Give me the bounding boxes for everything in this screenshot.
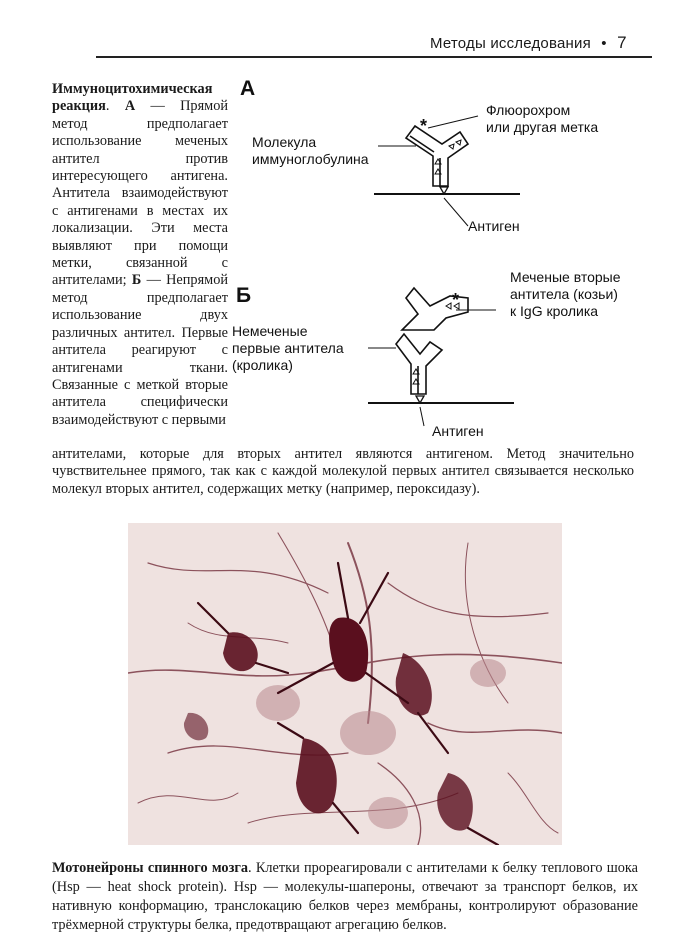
callout-antigen-a [444,198,468,226]
label-molecule-line2: иммуноглобулина [252,151,369,167]
label-molecule-line1: Молекула [252,134,317,150]
method-description-continued: антителами, которые для вторых антител являются антигеном. Метод значительно чувствительнее прямого, так как с каждой молекулой первых антител связывается несколько молекул вторых антител, содержащих метку (например, пероксидазу). [52,446,634,497]
callout-fluorochrome-a [428,116,478,128]
label-secondary-2 [510,286,618,302]
label-primary-line3: (кролика) [232,357,293,373]
text-b: — Непрямой метод предполагает использование двух различных антител. Первые антитела реагируют с антигенами ткани. Связанные с меткой вторые антитела специфически взаимодействуют с первыми [52,272,229,428]
label-star-b: * [452,290,460,310]
method-description: Иммуноцитохимическая реакция. А — Прямой метод предполагает использование меченых антител против интересующего антигена. Антитела взаимодействуют с антигенами в местах их локализации. Эти места выявляют при помощи метки, связанной с антителами; Б — Непрямой метод предполагает использование двух различных антител. Первые антитела реагируют с антигенами ткани. Связанные с меткой вторые антитела специфически взаимодействуют с первыми [52,81,229,428]
label-secondary-3 [510,303,598,319]
panel-b-letter: Б [236,284,252,307]
primary-antibody-b [396,334,442,394]
label-b: Б [131,272,142,289]
caption-title: Мотонейроны спинного мозга [52,860,248,876]
header-section-title: Методы исследования [430,35,591,52]
label-fluorochrome-line1: Флюорохром [486,102,571,118]
caption-text: . Клетки прореагировали с антителами к белку теплового шока (Hsp — heat shock protein). Hsp — молекулы-шапероны, отвечают за транспорт белков, их нативную конформацию, транслокацию белков через мембраны, контролируют образование трёхмерной структуры белка, предотвращают агрегацию белков. [52,860,639,933]
immunoglobulin-a [406,126,468,186]
label-a: А [124,98,136,115]
motoneuron-micrograph [128,523,562,845]
antigen-marker-b [416,396,424,403]
label-secondary-line2: антитела (козьи) [510,286,618,302]
label-molecule-1 [252,134,316,150]
label-primary-3 [232,357,293,373]
label-antigen-a [468,218,520,234]
label-antigen-b [432,423,484,439]
label-antigen-b-text: Антиген [432,423,484,439]
page-number: 7 [617,33,627,52]
figure-caption [52,859,638,935]
label-molecule-2 [252,151,369,167]
running-header [430,33,652,53]
antigen-marker-a [440,187,448,194]
panel-a-letter: А [240,77,256,100]
label-star-a: * [420,116,428,136]
callout-antigen-b [420,407,424,426]
label-fluorochrome [486,102,570,118]
header-bullet: • [601,35,607,52]
label-secondary-line1: Меченые вторые [510,269,621,285]
antibody-diagram [228,74,648,444]
text-a: — Прямой метод предполагает использование меченых антител против интересующего антигена. Антитела взаимодействуют с антигенами в местах их локализации. Эти места выявляют при помощи метки, связанной с антителами; [52,98,228,289]
lead-title: Иммуноцитохимическая реакция [52,81,213,115]
header-rule [96,56,652,58]
label-fluorochrome-line2: или другая метка [486,119,599,135]
label-fluorochrome-2 [486,119,598,135]
label-primary-2 [232,340,344,356]
label-primary-line2: первые антитела [232,340,344,356]
label-primary-line1: Немеченые [232,323,308,339]
label-primary-1 [232,323,308,339]
label-secondary-line3: к IgG кролика [510,303,599,319]
label-secondary-1 [510,269,621,285]
label-antigen-a-text: Антиген [468,218,520,234]
